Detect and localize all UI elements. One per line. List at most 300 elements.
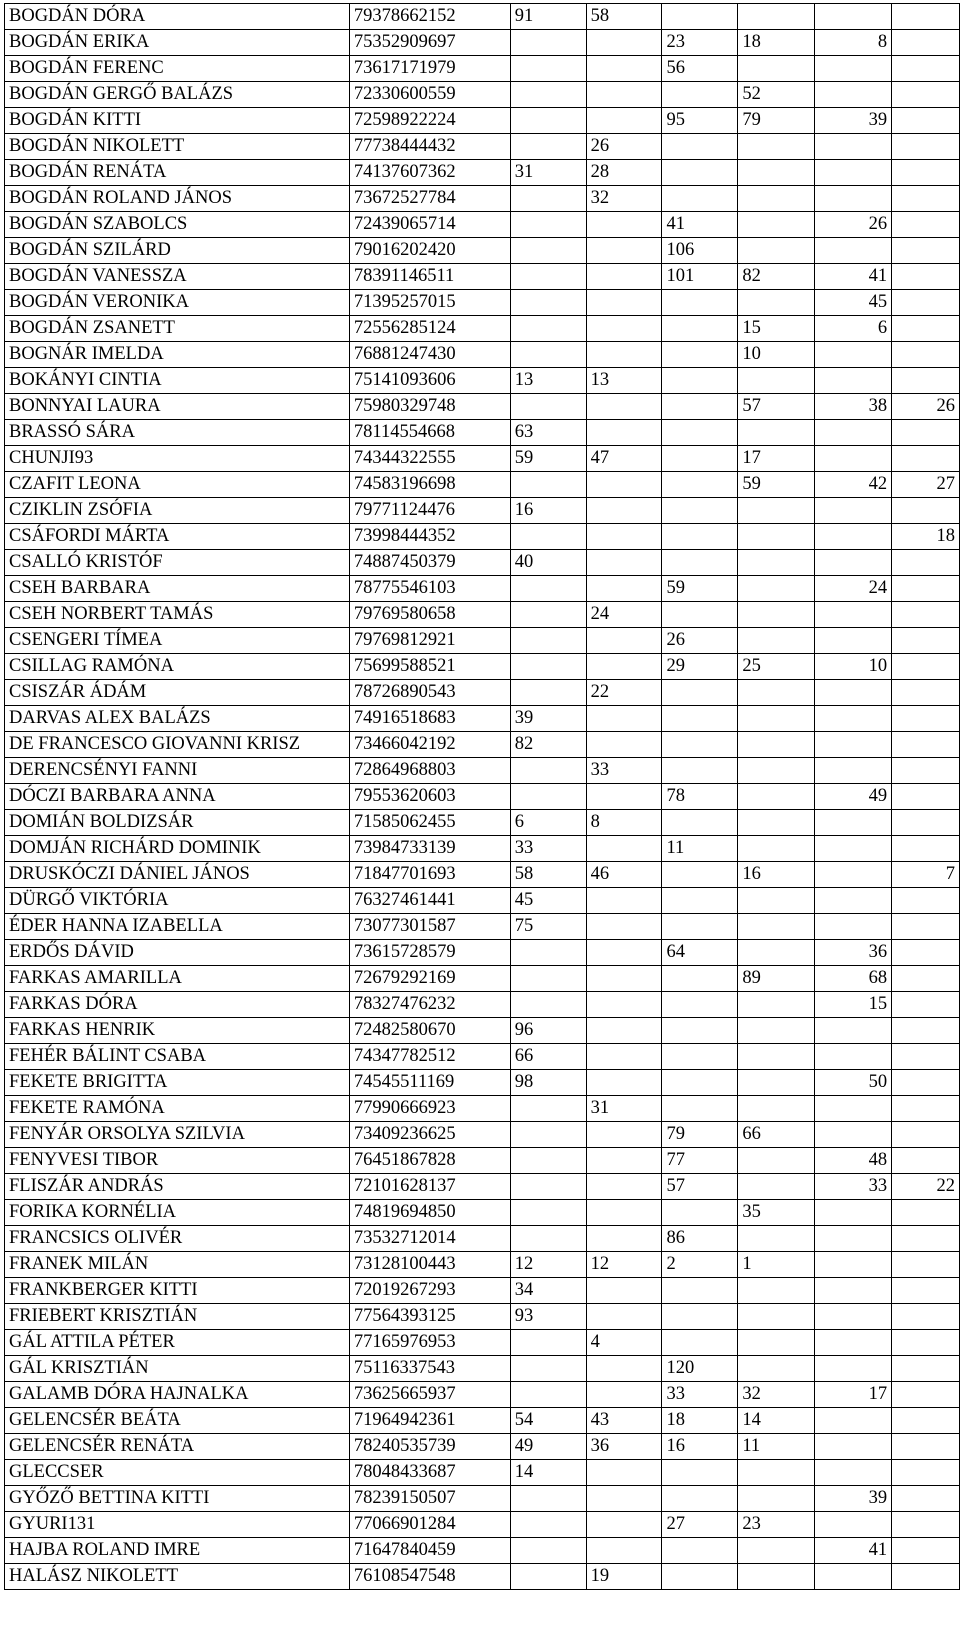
score-cell: 45 — [815, 290, 892, 316]
table-row — [5, 134, 960, 160]
table-row — [5, 966, 960, 992]
student-id-cell: 76327461441 — [349, 888, 510, 914]
score-cell — [510, 680, 586, 706]
student-id-cell: 79771124476 — [349, 498, 510, 524]
score-cell: 59 — [662, 576, 738, 602]
student-id-cell: 71647840459 — [349, 1538, 510, 1564]
student-name-cell: BOGDÁN VANESSZA — [5, 264, 350, 290]
score-cell — [662, 1200, 738, 1226]
table-row — [5, 576, 960, 602]
score-cell: 17 — [815, 1382, 892, 1408]
score-cell — [586, 1460, 662, 1486]
table-row — [5, 628, 960, 654]
score-cell: 14 — [738, 1408, 815, 1434]
score-cell — [586, 56, 662, 82]
student-id-cell: 73615728579 — [349, 940, 510, 966]
student-id-cell: 74583196698 — [349, 472, 510, 498]
score-cell — [815, 56, 892, 82]
student-name-cell: BOGDÁN RENÁTA — [5, 160, 350, 186]
score-cell: 18 — [738, 30, 815, 56]
score-cell — [815, 134, 892, 160]
score-cell: 63 — [510, 420, 586, 446]
table-row — [5, 1330, 960, 1356]
score-cell — [738, 550, 815, 576]
score-cell — [738, 1486, 815, 1512]
score-cell — [662, 342, 738, 368]
score-cell — [892, 1330, 960, 1356]
score-cell — [662, 186, 738, 212]
score-cell — [586, 238, 662, 264]
student-name-cell: BOGDÁN ROLAND JÁNOS — [5, 186, 350, 212]
score-cell — [815, 1096, 892, 1122]
score-cell — [892, 758, 960, 784]
score-cell — [662, 160, 738, 186]
score-cell — [815, 524, 892, 550]
score-cell — [510, 1148, 586, 1174]
score-cell: 91 — [510, 4, 586, 30]
table-row — [5, 706, 960, 732]
score-cell: 8 — [815, 30, 892, 56]
score-cell — [892, 1382, 960, 1408]
student-name-cell: CSENGERI TÍMEA — [5, 628, 350, 654]
table-row — [5, 82, 960, 108]
score-cell — [662, 1018, 738, 1044]
score-cell — [892, 602, 960, 628]
student-id-cell: 78048433687 — [349, 1460, 510, 1486]
score-cell — [510, 654, 586, 680]
score-cell — [662, 368, 738, 394]
score-cell — [892, 810, 960, 836]
score-cell — [586, 914, 662, 940]
score-cell — [815, 1226, 892, 1252]
student-id-cell: 78775546103 — [349, 576, 510, 602]
score-cell — [815, 446, 892, 472]
score-cell — [815, 1018, 892, 1044]
student-name-cell: DOMIÁN BOLDIZSÁR — [5, 810, 350, 836]
score-cell — [586, 992, 662, 1018]
score-cell — [510, 108, 586, 134]
student-name-cell: CSISZÁR ÁDÁM — [5, 680, 350, 706]
table-row — [5, 550, 960, 576]
score-cell: 7 — [892, 862, 960, 888]
student-id-cell: 75980329748 — [349, 394, 510, 420]
score-cell: 40 — [510, 550, 586, 576]
score-cell — [738, 888, 815, 914]
score-cell: 33 — [815, 1174, 892, 1200]
score-cell — [510, 784, 586, 810]
score-cell: 42 — [815, 472, 892, 498]
score-cell — [738, 1278, 815, 1304]
score-cell — [815, 160, 892, 186]
student-id-cell: 77564393125 — [349, 1304, 510, 1330]
score-cell: 58 — [586, 4, 662, 30]
score-cell — [892, 1148, 960, 1174]
score-cell — [586, 394, 662, 420]
score-cell: 15 — [815, 992, 892, 1018]
student-name-cell: GYŐZŐ BETTINA KITTI — [5, 1486, 350, 1512]
student-name-cell: BOGDÁN SZILÁRD — [5, 238, 350, 264]
student-name-cell: FRANEK MILÁN — [5, 1252, 350, 1278]
student-name-cell: GELENCSÉR RENÁTA — [5, 1434, 350, 1460]
score-cell: 41 — [815, 1538, 892, 1564]
score-cell — [738, 1174, 815, 1200]
table-row — [5, 238, 960, 264]
table-body — [5, 4, 960, 1590]
student-id-cell: 73617171979 — [349, 56, 510, 82]
student-name-cell: GALAMB DÓRA HAJNALKA — [5, 1382, 350, 1408]
score-cell — [662, 420, 738, 446]
student-id-cell: 77990666923 — [349, 1096, 510, 1122]
score-cell: 10 — [738, 342, 815, 368]
table-row — [5, 602, 960, 628]
score-cell — [738, 1356, 815, 1382]
score-cell — [815, 1044, 892, 1070]
table-row — [5, 1174, 960, 1200]
score-cell: 24 — [815, 576, 892, 602]
student-id-cell: 79553620603 — [349, 784, 510, 810]
table-row — [5, 368, 960, 394]
student-id-cell: 74344322555 — [349, 446, 510, 472]
score-cell — [662, 316, 738, 342]
score-cell: 95 — [662, 108, 738, 134]
score-cell — [510, 264, 586, 290]
score-cell — [662, 1538, 738, 1564]
score-cell: 56 — [662, 56, 738, 82]
table-row — [5, 160, 960, 186]
score-cell: 19 — [586, 1564, 662, 1590]
score-cell — [738, 576, 815, 602]
student-name-cell: FARKAS AMARILLA — [5, 966, 350, 992]
table-row — [5, 836, 960, 862]
score-cell — [586, 784, 662, 810]
score-cell: 16 — [510, 498, 586, 524]
score-cell — [586, 966, 662, 992]
score-cell — [662, 394, 738, 420]
score-cell — [892, 1044, 960, 1070]
table-row — [5, 1538, 960, 1564]
student-id-cell: 74819694850 — [349, 1200, 510, 1226]
score-cell: 6 — [510, 810, 586, 836]
score-cell — [662, 966, 738, 992]
student-name-cell: DERENCSÉNYI FANNI — [5, 758, 350, 784]
student-id-cell: 78240535739 — [349, 1434, 510, 1460]
score-cell: 96 — [510, 1018, 586, 1044]
score-cell — [892, 888, 960, 914]
score-cell — [586, 1174, 662, 1200]
score-cell: 27 — [662, 1512, 738, 1538]
score-cell — [586, 1226, 662, 1252]
student-id-cell: 72439065714 — [349, 212, 510, 238]
student-name-cell: DARVAS ALEX BALÁZS — [5, 706, 350, 732]
score-cell — [510, 1330, 586, 1356]
score-cell — [510, 1512, 586, 1538]
score-cell — [738, 1018, 815, 1044]
student-name-cell: GÁL KRISZTIÁN — [5, 1356, 350, 1382]
student-id-cell: 73466042192 — [349, 732, 510, 758]
score-cell: 41 — [815, 264, 892, 290]
student-name-cell: CSALLÓ KRISTÓF — [5, 550, 350, 576]
score-cell — [662, 1564, 738, 1590]
score-cell — [586, 550, 662, 576]
score-cell — [586, 316, 662, 342]
score-cell: 27 — [892, 472, 960, 498]
score-cell — [586, 30, 662, 56]
score-cell — [815, 1564, 892, 1590]
table-row — [5, 394, 960, 420]
score-cell — [738, 4, 815, 30]
table-row — [5, 4, 960, 30]
table-row — [5, 784, 960, 810]
score-cell — [662, 732, 738, 758]
score-cell: 54 — [510, 1408, 586, 1434]
score-cell — [510, 1486, 586, 1512]
score-cell — [510, 576, 586, 602]
student-id-cell: 78391146511 — [349, 264, 510, 290]
score-cell: 16 — [662, 1434, 738, 1460]
score-cell — [738, 992, 815, 1018]
score-cell — [662, 706, 738, 732]
score-cell: 66 — [510, 1044, 586, 1070]
score-cell: 34 — [510, 1278, 586, 1304]
score-cell — [586, 342, 662, 368]
score-cell — [586, 706, 662, 732]
score-cell — [662, 862, 738, 888]
score-cell — [738, 212, 815, 238]
score-cell — [738, 160, 815, 186]
score-cell — [662, 290, 738, 316]
score-cell — [815, 706, 892, 732]
score-cell — [892, 1434, 960, 1460]
score-cell — [815, 1434, 892, 1460]
student-name-cell: GLECCSER — [5, 1460, 350, 1486]
score-cell — [738, 134, 815, 160]
student-name-cell: DOMJÁN RICHÁRD DOMINIK — [5, 836, 350, 862]
score-cell: 106 — [662, 238, 738, 264]
score-cell — [892, 966, 960, 992]
score-cell: 75 — [510, 914, 586, 940]
student-id-cell: 75116337543 — [349, 1356, 510, 1382]
score-cell — [510, 602, 586, 628]
score-cell — [738, 1070, 815, 1096]
score-cell — [586, 498, 662, 524]
score-cell — [738, 914, 815, 940]
score-cell — [510, 1174, 586, 1200]
score-table — [4, 3, 960, 1590]
score-cell — [510, 1200, 586, 1226]
score-cell: 46 — [586, 862, 662, 888]
score-cell — [662, 888, 738, 914]
student-name-cell: FEKETE BRIGITTA — [5, 1070, 350, 1096]
score-cell — [892, 1408, 960, 1434]
score-cell: 33 — [586, 758, 662, 784]
score-cell: 36 — [815, 940, 892, 966]
score-cell: 82 — [738, 264, 815, 290]
score-cell — [662, 1330, 738, 1356]
score-cell — [738, 680, 815, 706]
score-cell: 12 — [510, 1252, 586, 1278]
student-id-cell: 73984733139 — [349, 836, 510, 862]
student-name-cell: FEHÉR BÁLINT CSABA — [5, 1044, 350, 1070]
score-cell — [738, 940, 815, 966]
score-cell — [815, 602, 892, 628]
score-cell — [892, 1564, 960, 1590]
score-cell — [815, 680, 892, 706]
score-cell: 2 — [662, 1252, 738, 1278]
score-cell — [892, 1070, 960, 1096]
score-cell — [662, 1486, 738, 1512]
score-cell — [738, 706, 815, 732]
score-cell: 18 — [662, 1408, 738, 1434]
student-name-cell: FRIEBERT KRISZTIÁN — [5, 1304, 350, 1330]
score-cell — [662, 1460, 738, 1486]
score-cell — [892, 212, 960, 238]
score-cell — [586, 1304, 662, 1330]
score-cell — [510, 30, 586, 56]
score-cell — [510, 82, 586, 108]
score-cell — [586, 524, 662, 550]
score-cell — [892, 134, 960, 160]
score-cell — [738, 732, 815, 758]
score-cell: 23 — [738, 1512, 815, 1538]
score-cell — [815, 1408, 892, 1434]
student-name-cell: BOGDÁN DÓRA — [5, 4, 350, 30]
score-cell — [510, 342, 586, 368]
student-id-cell: 71395257015 — [349, 290, 510, 316]
score-cell: 22 — [892, 1174, 960, 1200]
table-row — [5, 342, 960, 368]
score-cell: 6 — [815, 316, 892, 342]
student-id-cell: 73672527784 — [349, 186, 510, 212]
score-cell — [586, 1512, 662, 1538]
score-cell — [662, 1070, 738, 1096]
score-cell — [586, 1018, 662, 1044]
score-cell — [892, 1122, 960, 1148]
score-cell — [662, 4, 738, 30]
table-row — [5, 316, 960, 342]
student-name-cell: DÜRGŐ VIKTÓRIA — [5, 888, 350, 914]
score-cell — [738, 628, 815, 654]
score-cell — [892, 1226, 960, 1252]
student-id-cell: 78114554668 — [349, 420, 510, 446]
score-cell — [662, 680, 738, 706]
table-row — [5, 420, 960, 446]
score-cell — [738, 1460, 815, 1486]
table-row — [5, 1486, 960, 1512]
score-cell — [586, 108, 662, 134]
score-cell — [892, 1538, 960, 1564]
student-id-cell: 77165976953 — [349, 1330, 510, 1356]
score-cell — [738, 238, 815, 264]
student-name-cell: BOGDÁN NIKOLETT — [5, 134, 350, 160]
score-cell: 13 — [510, 368, 586, 394]
score-cell — [892, 576, 960, 602]
score-cell: 66 — [738, 1122, 815, 1148]
score-cell — [892, 4, 960, 30]
table-row — [5, 498, 960, 524]
score-cell — [892, 108, 960, 134]
student-name-cell: BONNYAI LAURA — [5, 394, 350, 420]
score-cell — [586, 1044, 662, 1070]
score-cell — [892, 498, 960, 524]
table-row — [5, 524, 960, 550]
score-cell — [510, 1122, 586, 1148]
score-cell — [892, 290, 960, 316]
score-cell — [738, 290, 815, 316]
student-name-cell: HALÁSZ NIKOLETT — [5, 1564, 350, 1590]
score-cell — [815, 1252, 892, 1278]
student-name-cell: FRANKBERGER KITTI — [5, 1278, 350, 1304]
score-cell — [586, 1486, 662, 1512]
score-cell — [892, 836, 960, 862]
table-row — [5, 1148, 960, 1174]
score-cell — [892, 1278, 960, 1304]
score-cell — [510, 1356, 586, 1382]
table-row — [5, 1564, 960, 1590]
score-cell — [892, 628, 960, 654]
score-cell — [738, 56, 815, 82]
score-cell: 93 — [510, 1304, 586, 1330]
score-cell — [586, 576, 662, 602]
table-row — [5, 1200, 960, 1226]
score-cell — [586, 1356, 662, 1382]
score-cell — [662, 914, 738, 940]
score-cell — [586, 82, 662, 108]
table-row — [5, 758, 960, 784]
score-cell: 28 — [586, 160, 662, 186]
score-cell — [586, 888, 662, 914]
score-cell — [662, 758, 738, 784]
table-row — [5, 290, 960, 316]
student-name-cell: CSEH BARBARA — [5, 576, 350, 602]
student-id-cell: 75141093606 — [349, 368, 510, 394]
table-row — [5, 1304, 960, 1330]
table-row — [5, 264, 960, 290]
score-cell — [892, 160, 960, 186]
student-name-cell: BOGDÁN KITTI — [5, 108, 350, 134]
student-name-cell: CSÁFORDI MÁRTA — [5, 524, 350, 550]
score-cell — [510, 186, 586, 212]
score-cell — [892, 342, 960, 368]
score-cell: 52 — [738, 82, 815, 108]
student-name-cell: ÉDER HANNA IZABELLA — [5, 914, 350, 940]
student-id-cell: 79016202420 — [349, 238, 510, 264]
score-cell: 39 — [815, 108, 892, 134]
student-name-cell: HAJBA ROLAND IMRE — [5, 1538, 350, 1564]
table-row — [5, 1044, 960, 1070]
student-id-cell: 74347782512 — [349, 1044, 510, 1070]
score-cell — [662, 524, 738, 550]
score-cell: 38 — [815, 394, 892, 420]
score-cell — [510, 394, 586, 420]
score-cell — [892, 680, 960, 706]
score-cell: 16 — [738, 862, 815, 888]
score-cell: 77 — [662, 1148, 738, 1174]
student-id-cell: 79769580658 — [349, 602, 510, 628]
student-name-cell: FEKETE RAMÓNA — [5, 1096, 350, 1122]
table-row — [5, 1226, 960, 1252]
score-cell — [892, 1356, 960, 1382]
student-id-cell: 78327476232 — [349, 992, 510, 1018]
score-cell — [586, 420, 662, 446]
score-cell — [815, 888, 892, 914]
student-name-cell: BOGDÁN GERGŐ BALÁZS — [5, 82, 350, 108]
score-cell — [662, 992, 738, 1018]
score-cell — [892, 368, 960, 394]
table-row — [5, 56, 960, 82]
score-cell: 13 — [586, 368, 662, 394]
score-cell: 86 — [662, 1226, 738, 1252]
score-cell — [815, 1512, 892, 1538]
